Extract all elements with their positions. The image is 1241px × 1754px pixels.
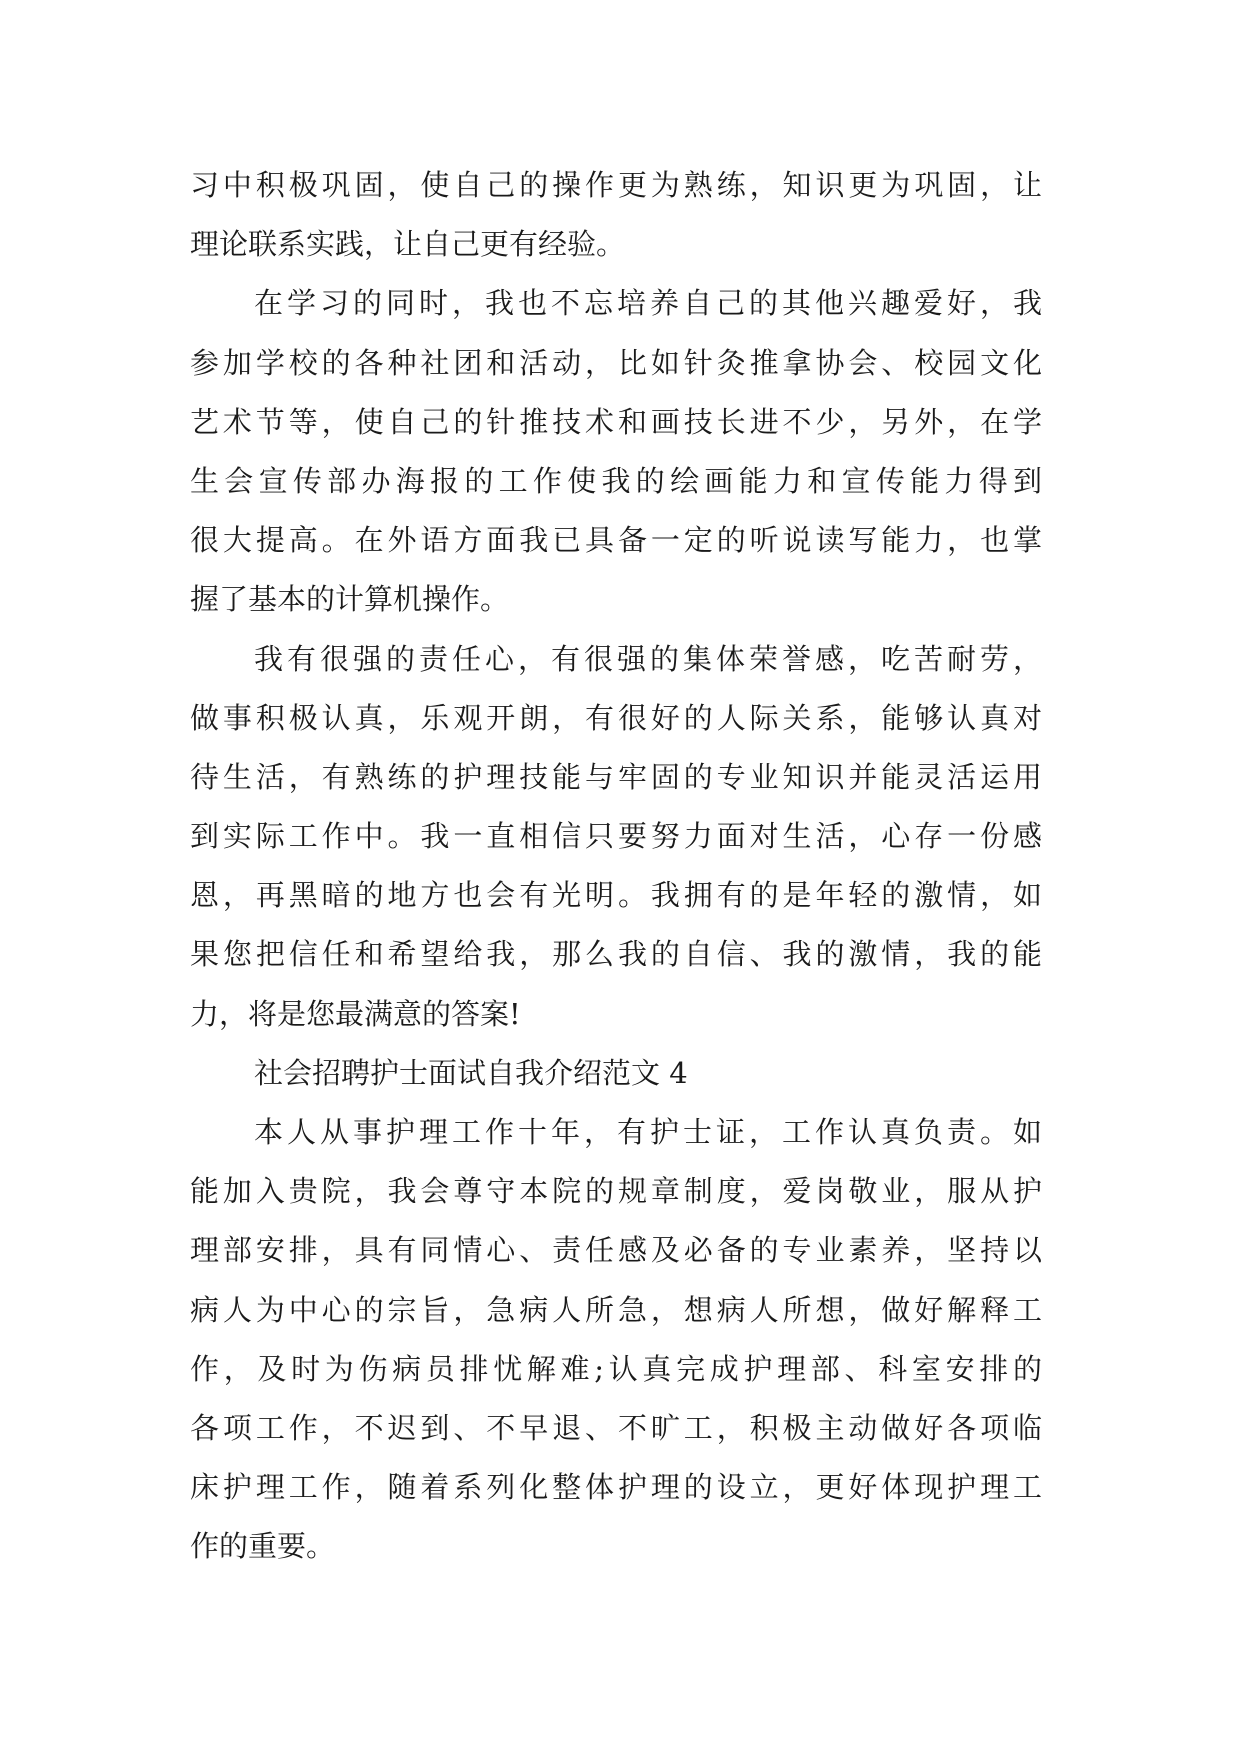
text-line: 本人从事护理工作十年，有护士证，工作认真负责。如 — [254, 1115, 1042, 1149]
text-line: 艺术节等，使自己的针推技术和画技长进不少，另外，在学 — [190, 404, 1042, 439]
text-line: 做事积极认真，乐观开朗，有很好的人际关系，能够认真对 — [190, 700, 1042, 735]
text-line: 理论联系实践，让自己更有经验。 — [190, 227, 626, 262]
text-line: 果您把信任和希望给我，那么我的自信、我的激情，我的能 — [190, 937, 1042, 972]
text-line: 参加学校的各种社团和活动，比如针灸推拿协会、校园文化 — [190, 345, 1042, 380]
text-line: 待生活，有熟练的护理技能与牢固的专业知识并能灵活运用 — [190, 759, 1042, 794]
text-line: 作，及时为伤病员排忧解难;认真完成护理部、科室安排的 — [190, 1351, 1042, 1386]
text-line: 握了基本的计算机操作。 — [190, 582, 510, 617]
text-line: 力，将是您最满意的答案! — [190, 996, 521, 1031]
text-line: 作的重要。 — [190, 1529, 336, 1564]
paragraph-personality — [190, 630, 1042, 1044]
text-line: 恩，再黑暗的地方也会有光明。我拥有的是年轻的激情，如 — [190, 878, 1042, 913]
text-line: 各项工作，不迟到、不早退、不旷工，积极主动做好各项临 — [190, 1410, 1042, 1445]
text-line: 床护理工作，随着系列化整体护理的设立，更好体现护理工 — [190, 1470, 1042, 1505]
section-heading: 社会招聘护士面试自我介绍范文 4 — [254, 1055, 688, 1090]
document-body — [190, 156, 1042, 1577]
text-line: 到实际工作中。我一直相信只要努力面对生活，心存一份感 — [190, 819, 1042, 854]
paragraph-continuation — [190, 156, 1042, 274]
text-line: 我有很强的责任心，有很强的集体荣誉感，吃苦耐劳， — [254, 641, 1042, 676]
text-line: 习中积极巩固，使自己的操作更为熟练，知识更为巩固，让 — [190, 168, 1042, 202]
text-line: 很大提高。在外语方面我已具备一定的听说读写能力，也掌 — [190, 523, 1042, 558]
text-line: 在学习的同时，我也不忘培养自己的其他兴趣爱好，我 — [254, 286, 1042, 321]
text-line: 生会宣传部办海报的工作使我的绘画能力和宣传能力得到 — [190, 463, 1042, 498]
paragraph-sample-4 — [190, 1103, 1042, 1577]
text-line: 能加入贵院，我会尊守本院的规章制度，爱岗敬业，服从护 — [190, 1174, 1042, 1209]
paragraph-hobbies — [190, 274, 1042, 629]
text-line: 病人为中心的宗旨，急病人所急，想病人所想，做好解释工 — [190, 1292, 1042, 1327]
text-line: 理部安排，具有同情心、责任感及必备的专业素养，坚持以 — [190, 1233, 1042, 1268]
